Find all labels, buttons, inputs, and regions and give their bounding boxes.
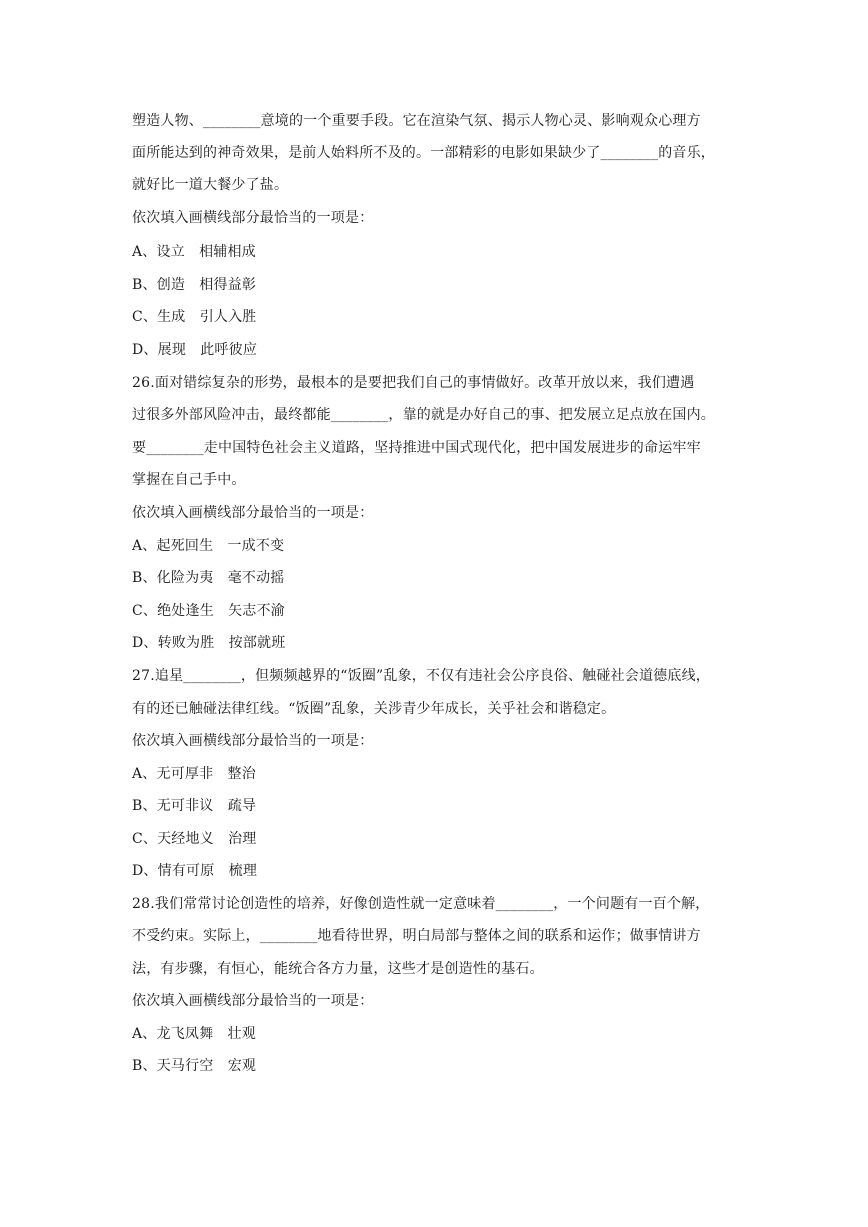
text-line: 法，有步骤，有恒心，能统合各方力量，这些才是创造性的基石。: [132, 961, 544, 977]
option-d: D、情有可原 梳理: [132, 863, 258, 879]
question-26: 26.面对错综复杂的形势，最根本的是要把我们自己的事情做好。改革开放以来，我们遭遇: [132, 375, 695, 391]
text-line: 塑造人物、________意境的一个重要手段。它在渲染气氛、揭示人物心灵、影响观众心理方: [132, 113, 701, 129]
text-line: 不受约束。实际上，________地看待世界，明白局部与整体之间的联系和运作；做事情讲方: [132, 928, 701, 944]
option-c: C、天经地义 治理: [132, 831, 257, 847]
question-prompt: 依次填入画横线部分最恰当的一项是：: [132, 993, 374, 1009]
option-c: C、生成 引人入胜: [132, 309, 257, 325]
option-a: A、龙飞凤舞 壮观: [132, 1026, 256, 1042]
text-line: 就好比一道大餐少了盐。: [132, 177, 289, 193]
question-prompt: 依次填入画横线部分最恰当的一项是：: [132, 505, 374, 521]
option-d: D、展现 此呼彼应: [132, 342, 258, 358]
option-a: A、无可厚非 整治: [132, 766, 256, 782]
question-27: 27.追星________，但频频越界的“饭圈”乱象，不仅有违社会公序良俗、触碰社会道德底线，: [132, 668, 710, 684]
option-a: A、设立 相辅相成: [132, 244, 256, 260]
text-line: 过很多外部风险冲击，最终都能________，靠的就是办好自己的事、把发展立足点放在国内。: [132, 407, 715, 423]
option-d: D、转败为胜 按部就班: [132, 635, 286, 651]
text-line: 面所能达到的神奇效果，是前人始料所不及的。一部精彩的电影如果缺少了________的音乐，: [132, 145, 715, 161]
option-b: B、无可非议 疏导: [132, 798, 257, 814]
question-prompt: 依次填入画横线部分最恰当的一项是：: [132, 210, 374, 226]
text-line: 有的还已触碰法律红线。“饭圈”乱象，关涉青少年成长，关乎社会和谐稳定。: [132, 701, 616, 717]
option-c: C、绝处逢生 矢志不渝: [132, 603, 285, 619]
option-a: A、起死回生 一成不变: [132, 538, 285, 554]
option-b: B、创造 相得益彰: [132, 277, 257, 293]
text-line: 要________走中国特色社会主义道路，坚持推进中国式现代化，把中国发展进步的命运牢牢: [132, 440, 701, 456]
question-28: 28.我们常常讨论创造性的培养，好像创造性就一定意味着________，一个问题有一百个解，: [132, 896, 710, 912]
option-b: B、天马行空 宏观: [132, 1058, 257, 1074]
option-b: B、化险为夷 毫不动摇: [132, 570, 285, 586]
question-prompt: 依次填入画横线部分最恰当的一项是：: [132, 733, 374, 749]
text-line: 掌握在自己手中。: [132, 472, 246, 488]
